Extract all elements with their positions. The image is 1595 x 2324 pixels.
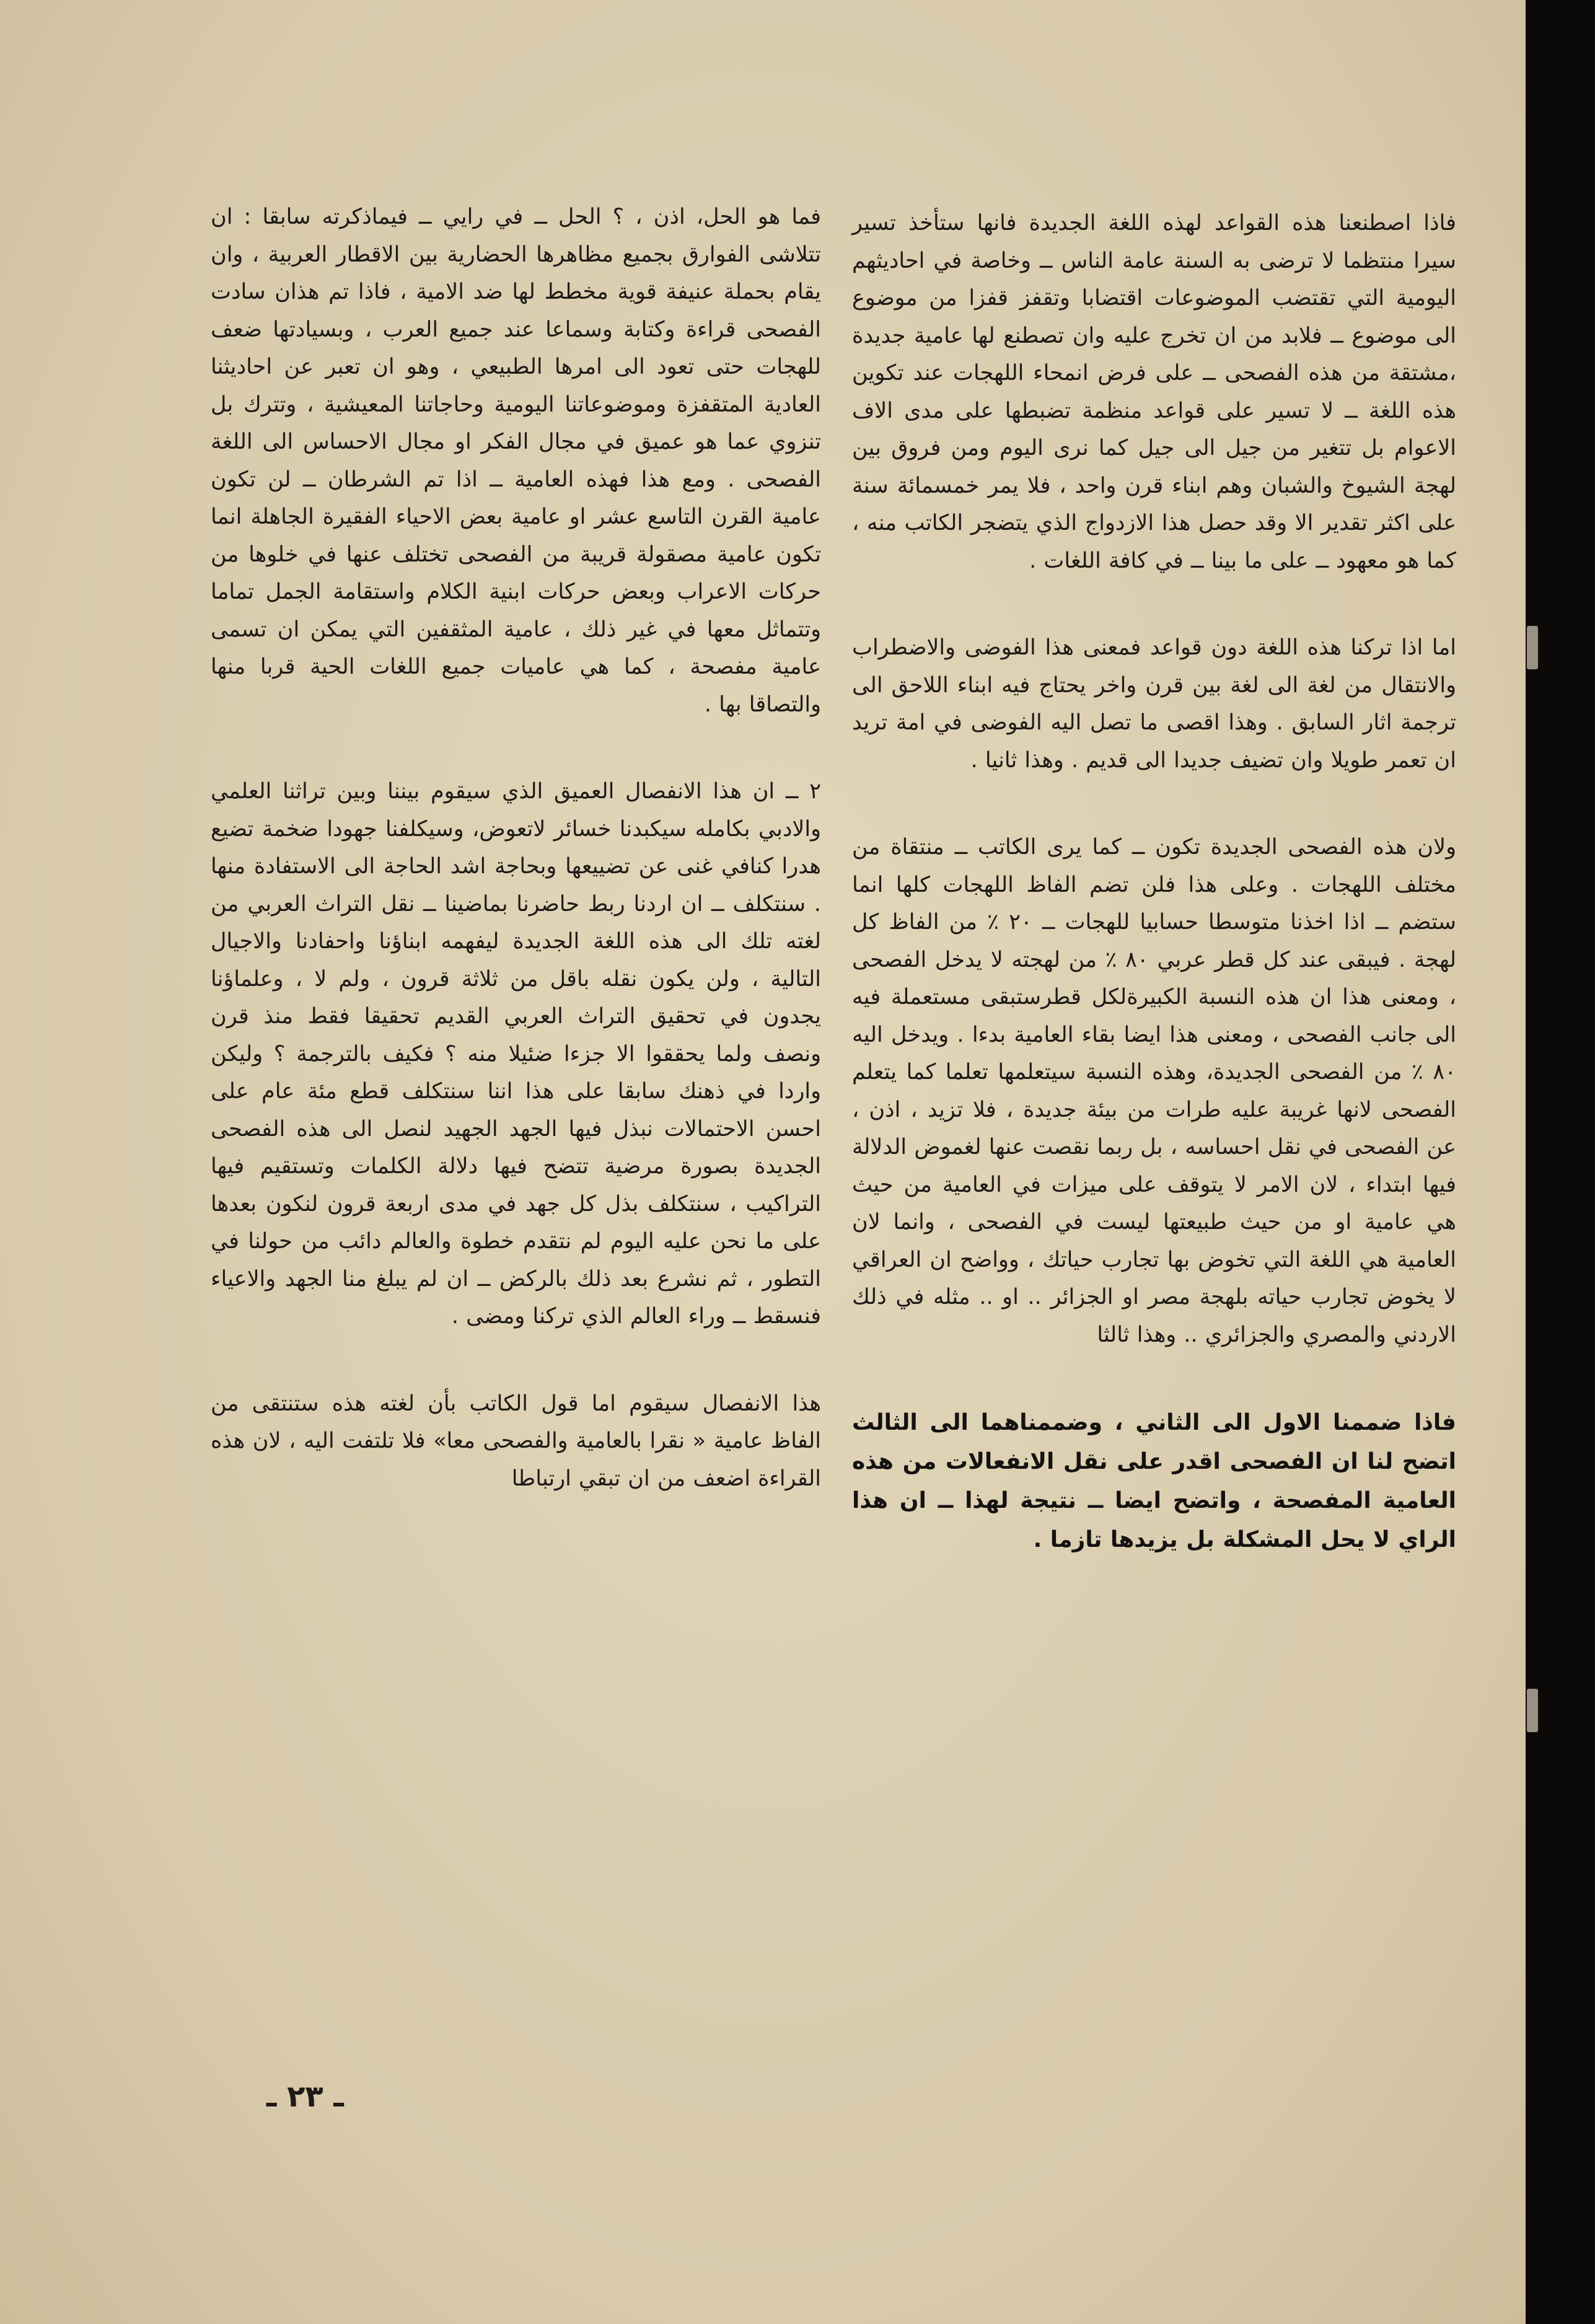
right-column xyxy=(852,205,1456,1559)
left-paragraph-2: ٢ ــ ان هذا الانفصال العميق الذي سيقوم بيننا وبين تراثنا العلمي والادبي بكامله سيكبدنا خسائر لاتعوض، وسيكلفنا جهودا ضخمة تضيع هدرا كنافي غنى عن تضييعها وبحاجة اشد الحاجة الى الاستفادة منها . سنتكلف ــ ان اردنا ربط حاضرنا بماضينا ــ نقل التراث العربي من لغته تلك الى هذه اللغة الجديدة ليفهمه ابناؤنا واحفادنا والاجيال التالية ، ولن يكون نقله باقل من ثلاثة قرون ، ولم لا ، وعلماؤنا يجدون في تحقيق التراث العربي القديم تحقيقا فقط منذ قرن ونصف ولما يحققوا الا جزءا ضئيلا منه ؟ فكيف بالترجمة ؟ وليكن واردا في ذهنك سابقا على هذا اننا سنتكلف قطع مئة عام على احسن الاحتمالات نبذل فيها الجهد الجهيد لنصل الى هذه الفصحى الجديدة بصورة مرضية تتضح فيها دلالة الكلمات وتستقيم فيها التراكيب ، سنتكلف بذل كل جهد في مدى اربعة قرون لنكون بعدها على ما نحن عليه اليوم لم نتقدم خطوة والعالم دائب من حولنا في التطور ، ثم نشرع بعد ذلك بالركض ــ ان لم يبلغ منا الجهد والاعياء فنسقط ــ وراء العالم الذي تركنا ومضى . xyxy=(211,779,821,1329)
page-number: ـ ٢٣ ـ xyxy=(266,2079,344,2114)
right-paragraph-1: فاذا اصطنعنا هذه القواعد لهذه اللغة الجديدة فانها ستأخذ تسير سيرا منتظما لا ترضى به السنة عامة الناس ــ وخاصة في احاديثهم اليومية التي تقتضب الموضوعات اقتضابا وتقفز قفزا من موضوع الى موضوع ــ فلابد من ان تخرج عليه وان تصطنع لها عامية جديدة ،مشتقة من هذه الفصحى ــ على فرض انمحاء اللهجات عند تكوين هذه اللغة ــ لا تسير على قواعد منظمة تضبطها على مدى الاف الاعوام بل تتغير من جيل الى جيل كما نرى اليوم ومن فروق بين لهجة الشيوخ والشبان وهم ابناء قرن واحد ، فلا يمر خمسمائة سنة على اكثر تقدير الا وقد حصل هذا الازدواج الذي يتضجر الكاتب منه ، كما هو معهود ــ على ما بينا ــ في كافة اللغات . xyxy=(852,211,1456,573)
scan-border xyxy=(1526,0,1595,2324)
left-paragraph-1: فما هو الحل، اذن ، ؟ الحل ــ في رايي ــ فيماذكرته سابقا : ان تتلاشى الفوارق بجميع مظاهرها الحضارية بين الاقطار العربية ، وان يقام بحملة عنيفة قوية مخطط لها ضد الامية ، فاذا تم هذان سادت الفصحى قراءة وكتابة وسماعا عند جميع العرب ، وبسيادتها ضعف للهجات حتى تعود الى امرها الطبيعي ، وهو ان تعبر عن احاديثنا العادية المتقفزة وموضوعاتنا اليومية وحاجاتنا المعيشية ، وتترك بل تنزوي عما هو عميق في مجال الفكر او مجال الاحساس الى اللغة الفصحى . ومع هذا فهذه العامية ــ اذا تم الشرطان ــ لن تكون عامية القرن التاسع عشر او عامية بعض الاحياء الفقيرة الجاهلة انما تكون عامية مصقولة قريبة من الفصحى تختلف عنها في خلوها من حركات الاعراب وبعض حركات ابنية الكلام واستقامة الجمل تماما وتتماثل معها في غير ذلك ، عامية المثقفين التي يمكن ان تسمى عامية مفصحة ، كما هي عاميات جميع اللغات الحية قربا منها والتصاقا بها . xyxy=(211,205,821,717)
staple-mark xyxy=(1527,1689,1538,1732)
right-paragraph-3: ولان هذه الفصحى الجديدة تكون ــ كما يرى الكاتب ــ منتقاة من مختلف اللهجات . وعلى هذا فلن تضم الفاظ اللهجات كلها انما ستضم ــ اذا اخذنا متوسطا حسابيا للهجات ــ ٢٠ ٪ من الفاظ كل لهجة . فيبقى عند كل قطر عربي ٨٠ ٪ من لهجته لا يدخل الفصحى ، ومعنى هذا ان هذه النسبة الكبيرةلكل قطرستبقى مستعملة فيه الى جانب الفصحى ، ومعنى هذا ايضا بقاء العامية بدءا . ويدخل اليه ٨٠ ٪ من الفصحى الجديدة، وهذه النسبة سيتعلمها تعلما كما يتعلم الفصحى لانها غريبة عليه طرات من بيئة جديدة ، فلا تزيد ، اذن ، عن الفصحى في نقل احساسه ، بل ربما نقصت عنها لغموض الدلالة فيها ابتداء ، لان الامر لا يتوقف على ميزات في العامية من حيث هي عامية او من حيث طبيعتها ليست في الفصحى ، وانما لان العامية هي اللغة التي تخوض بها تجارب حياتك ، وواضح ان العراقي لا يخوض تجارب حياته بلهجة مصر او الجزائر .. او .. مثله في ذلك الاردني والمصري والجزائري .. وهذا ثالثا xyxy=(852,835,1456,1347)
right-conclusion-paragraph: فاذا ضممنا الاول الى الثاني ، وضممناهما الى الثالث اتضح لنا ان الفصحى اقدر على نقل الانفعالات من هذه العامية المفصحة ، واتضح ايضا ــ نتيجة لهذا ــ ان هذا الراي لا يحل المشكلة بل يزيدها تازما . xyxy=(852,1410,1456,1552)
staple-mark xyxy=(1527,626,1538,669)
left-column xyxy=(211,198,821,1497)
right-paragraph-2: اما اذا تركنا هذه اللغة دون قواعد فمعنى هذا الفوضى والاضطراب والانتقال من لغة الى لغة بين قرن واخر يحتاج فيه ابناء اللاحق الى ترجمة اثار السابق . وهذا اقصى ما تصل اليه الفوضى في امة تريد ان تعمر طويلا وان تضيف جديدا الى قديم . وهذا ثانيا . xyxy=(852,635,1456,773)
left-paragraph-3: هذا الانفصال سيقوم اما قول الكاتب بأن لغته هذه ستنتقى من الفاظ عامية « نقرا بالعامية والفصحى معا» فلا تلتفت اليه ، لان هذه القراءة اضعف من ان تبقي ارتباطا xyxy=(211,1391,821,1491)
